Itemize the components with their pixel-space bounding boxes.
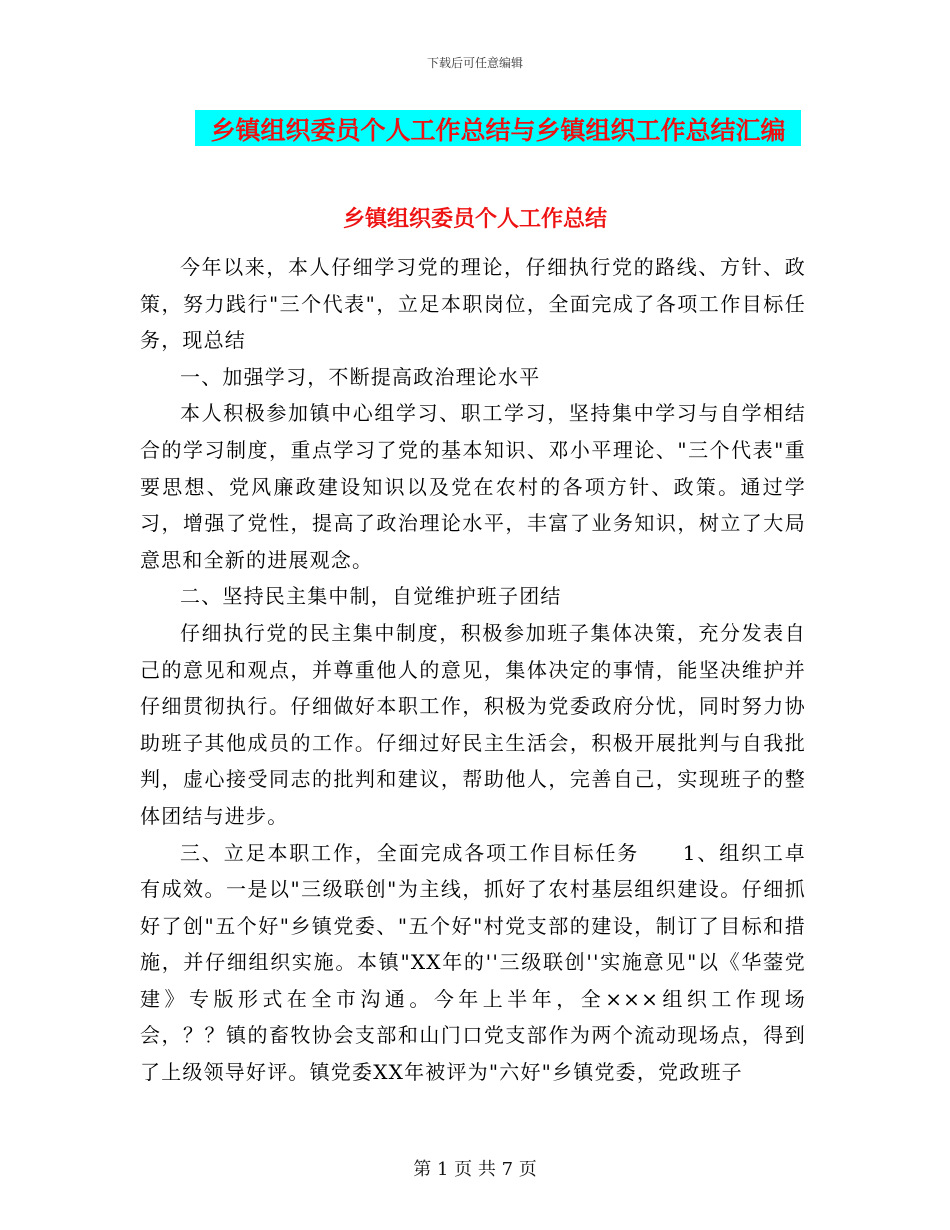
page-header-note: 下载后可任意编辑 [426,56,523,70]
paragraph-duties: 三、立足本职工作，全面完成各项工作目标任务 1、组织工卓有成效。一是以"三级联创"为主线，抓好了农村基层组织建设。仔细抓好了创"五个好"乡镇党委、"五个好"村党支部的建设，制订了目标和措施，并仔细组织实施。本镇"XX年的''三级联创''实施意见"以《华蓥党建》专版形式在全市沟通。今年上半年，全×××组织工作现场会，？？镇的畜牧协会支部和山门口党支部作为两个流动现场点，得到了上级领导好评。镇党委XX年被评为"六好"乡镇党委，党政班子 [140,840,806,1085]
paragraph-study: 本人积极参加镇中心组学习、职工学习，坚持集中学习与自学相结合的学习制度，重点学习了党的基本知识、邓小平理论、"三个代表"重要思想、党风廉政建设知识以及党在农村的各项方针、政策。通过学习，增强了党性，提高了政治理论水平，丰富了业务知识，树立了大局意思和全新的进展观念。 [140,401,806,572]
heading-democracy: 二、坚持民主集中制，自觉维护班子团结 [180,584,562,609]
heading-study: 一、加强学习，不断提高政治理论水平 [180,364,541,389]
paragraph-intro: 今年以来，本人仔细学习党的理论，仔细执行党的路线、方针、政策，努力践行"三个代表"，立足本职岗位，全面完成了各项工作目标任务，现总结 [140,255,806,353]
document-main-title: 乡镇组织委员个人工作总结与乡镇组织工作总结汇编 [210,116,786,145]
document-body [140,249,806,1091]
page-number: 第 1 页 共 7 页 [413,1159,537,1180]
paragraph-democracy: 仔细执行党的民主集中制度，积极参加班子集体决策，充分发表自己的意见和观点，并尊重他人的意见，集体决定的事情，能坚决维护并仔细贯彻执行。仔细做好本职工作，积极为党委政府分忧，同时努力协助班子其他成员的工作。仔细过好民主生活会，积极开展批判与自我批判，虚心接受同志的批判和建议，帮助他人，完善自己，实现班子的整体团结与进步。 [140,620,806,828]
section-title: 乡镇组织委员个人工作总结 [342,207,607,232]
